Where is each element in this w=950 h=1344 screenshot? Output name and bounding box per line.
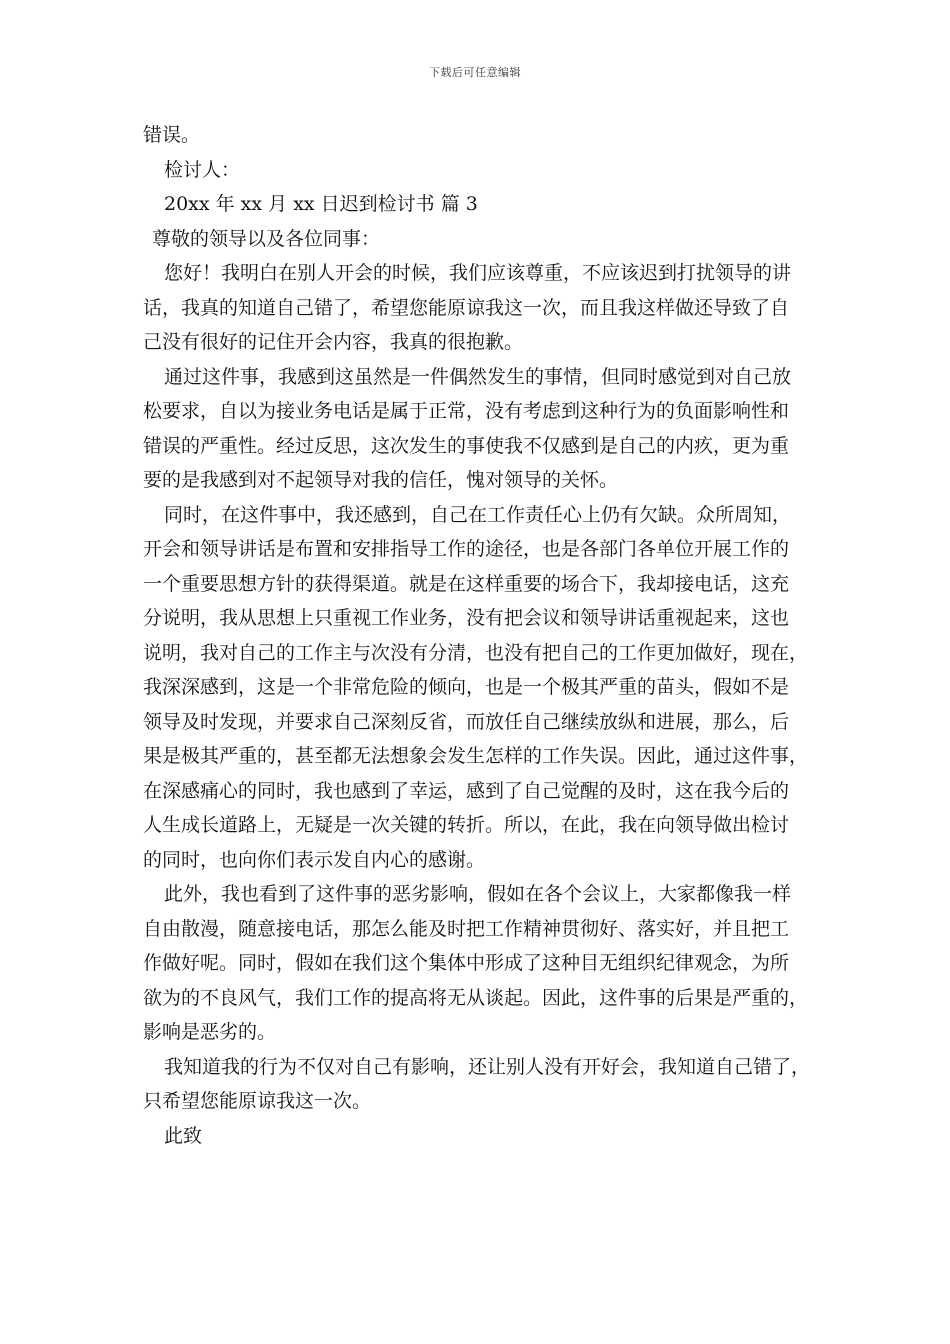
paragraph-line: 只希望您能原谅我这一次。: [143, 1090, 372, 1112]
paragraph-line: 通过这件事，我感到这虽然是一件偶然发生的事情，但同时感觉到对自己放: [164, 365, 792, 388]
paragraph-line: 此外，我也看到了这件事的恶劣影响，假如在各个会议上，大家都像我一样: [164, 883, 792, 905]
paragraph-line: 的同时，也向你们表示发自内心的感谢。: [143, 848, 486, 871]
paragraph-line: 影响是恶劣的。: [143, 1021, 277, 1043]
closing-line: 此致: [164, 1124, 203, 1147]
paragraph-line: 同时，在这件事中，我还感到，自己在工作责任心上仍有欠缺。众所周知，: [164, 503, 792, 526]
paragraph-line: 分说明，我从思想上只重视工作业务，没有把会议和领导讲话重视起来，这也: [143, 607, 790, 629]
paragraph-line: 说明，我对自己的工作主与次没有分清，也没有把自己的工作更加做好，现在，: [143, 641, 809, 664]
paragraph-line: 错误的严重性。经过反思，这次发生的事使我不仅感到是自己的内疚，更为重: [143, 434, 790, 457]
salutation: 尊敬的领导以及各位同事：: [152, 227, 381, 250]
signer-label: 检讨人：: [164, 158, 241, 181]
paragraph-line: 在深感痛心的同时，我也感到了幸运，感到了自己觉醒的及时，这在我今后的: [143, 779, 790, 802]
paragraph-line: 自由散漫，随意接电话，那怎么能及时把工作精神贯彻好、落实好，并且把工: [143, 917, 790, 940]
paragraph-line: 一个重要思想方针的获得渠道。就是在这样重要的场合下，我却接电话，这充: [143, 572, 790, 595]
section-title: 20xx 年 xx 月 xx 日迟到检讨书 篇 3: [164, 193, 478, 215]
text-line: 错误。: [143, 124, 201, 146]
paragraph-line: 己没有很好的记住开会内容，我真的很抱歉。: [143, 331, 524, 353]
paragraph-line: 我深深感到，这是一个非常危险的倾向，也是一个极其严重的苗头，假如不是: [143, 676, 790, 698]
paragraph-line: 领导及时发现，并要求自己深刻反省，而放任自己继续放纵和进展，那么，后: [143, 710, 790, 733]
paragraph-line: 人生成长道路上，无疑是一次关键的转折。所以，在此，我在向领导做出检讨: [143, 814, 790, 836]
paragraph-line: 我知道我的行为不仅对自己有影响，还让别人没有开好会，我知道自己错了，: [164, 1055, 811, 1078]
paragraph-line: 要的是我感到对不起领导对我的信任，愧对领导的关怀。: [143, 469, 619, 491]
document-body: [143, 118, 823, 1153]
paragraph-line: 欲为的不良风气，我们工作的提高将无从谈起。因此，这件事的后果是严重的，: [143, 986, 809, 1009]
header-note: 下载后可任意编辑: [429, 66, 521, 79]
paragraph-line: 果是极其严重的，甚至都无法想象会发生怎样的工作失误。因此，通过这件事，: [143, 745, 809, 767]
paragraph-line: 话，我真的知道自己错了，希望您能原谅我这一次，而且我这样做还导致了自: [143, 296, 790, 319]
paragraph-line: 您好！我明白在别人开会的时候，我们应该尊重，不应该迟到打扰领导的讲: [164, 262, 792, 284]
paragraph-line: 作做好呢。同时，假如在我们这个集体中形成了这种目无组织纪律观念，为所: [143, 952, 790, 974]
paragraph-line: 松要求，自以为接业务电话是属于正常，没有考虑到这种行为的负面影响性和: [143, 400, 790, 422]
paragraph-line: 开会和领导讲话是布置和安排指导工作的途径，也是各部门各单位开展工作的: [143, 538, 790, 560]
